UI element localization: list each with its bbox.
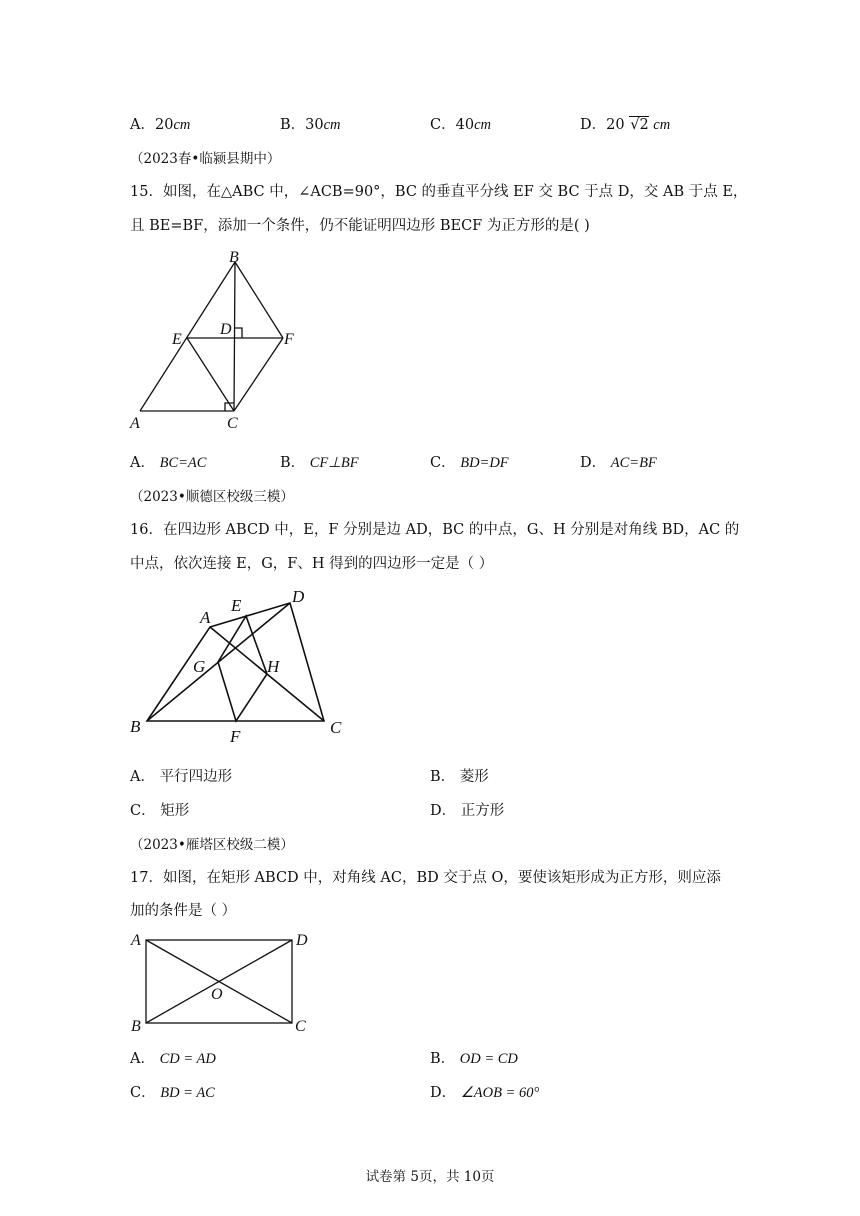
q16-source: （2023•顺德区校级三模） <box>130 489 294 505</box>
label-b: B <box>131 1018 141 1035</box>
q15-option-d: D． AC=BF <box>580 455 657 471</box>
q17-option-a: A． CD = AD <box>130 1051 216 1067</box>
q17-figure <box>125 925 320 1037</box>
q16-stem-line2: 中点，依次连接 E，G，F、H 得到的四边形一定是（ ） <box>130 556 494 572</box>
q17-stem-line2: 加的条件是（ ） <box>130 903 237 919</box>
q15-option-b: B． CF⊥BF <box>280 455 359 471</box>
q16-option-c: C． 矩形 <box>130 803 190 819</box>
label-d: D <box>296 932 308 949</box>
page-footer: 试卷第 5页，共 10页 <box>365 1169 495 1185</box>
q14-option-c: C．40cm <box>430 117 491 133</box>
q14-option-a: A．20cm <box>130 117 191 133</box>
label-e: E <box>231 596 242 615</box>
q15-figure <box>125 244 310 434</box>
q15-stem-line2: 且 BE=BF，添加一个条件，仍不能证明四边形 BECF 为正方形的是( ) <box>130 218 590 234</box>
radical-sign: √2 <box>630 117 649 133</box>
line-bf <box>235 262 283 338</box>
q16-option-a: A． 平行四边形 <box>130 769 233 785</box>
q16-option-b: B． 菱形 <box>430 769 489 785</box>
label-a: A <box>130 415 140 432</box>
label-f: F <box>284 331 294 348</box>
q15-option-a: A． BC=AC <box>130 455 207 471</box>
q14-option-d: D．20 √2 cm <box>580 117 671 133</box>
q15-stem-line1: 15．如图，在△ABC 中，∠ACB=90°，BC 的垂直平分线 EF 交 BC 于点 D，交 AB 于点 E， <box>130 184 748 200</box>
q16-figure <box>125 583 355 748</box>
label-c: C <box>330 718 342 737</box>
label-g: G <box>193 657 206 676</box>
q17-stem-line1: 17．如图，在矩形 ABCD 中，对角线 AC，BD 交于点 O，要使该矩形成为正方形，则应添 <box>130 870 721 886</box>
q17-option-c: C． BD = AC <box>130 1085 215 1101</box>
line-cf <box>234 338 283 411</box>
q17-source: （2023•雁塔区校级二模） <box>130 837 294 853</box>
right-angle-d <box>235 328 242 338</box>
label-c: C <box>227 415 238 432</box>
q15-source: （2023春•临颍县期中） <box>130 151 281 167</box>
label-e: E <box>172 331 182 348</box>
q15-option-c: C． BD=DF <box>430 455 509 471</box>
label-a: A <box>131 932 141 949</box>
label-b: B <box>130 717 141 736</box>
line-ec <box>187 338 234 411</box>
label-a: A <box>200 608 211 627</box>
label-h: H <box>267 657 280 676</box>
q17-option-d: D． ∠AOB = 60° <box>430 1085 540 1101</box>
label-o: O <box>211 986 223 1003</box>
quad-abcd <box>147 603 324 721</box>
q14-option-b: B．30cm <box>280 117 341 133</box>
label-d: D <box>220 321 232 338</box>
label-f: F <box>230 727 241 746</box>
q17-option-b: B． OD = CD <box>430 1051 518 1067</box>
line-bc <box>234 262 235 411</box>
label-d: D <box>292 587 305 606</box>
q16-stem-line1: 16．在四边形 ABCD 中，E，F 分别是边 AD，BC 的中点，G、H 分别是对角线 BD，AC 的 <box>130 522 740 538</box>
q16-option-d: D． 正方形 <box>430 803 505 819</box>
label-c: C <box>295 1018 306 1035</box>
label-b: B <box>229 249 239 266</box>
